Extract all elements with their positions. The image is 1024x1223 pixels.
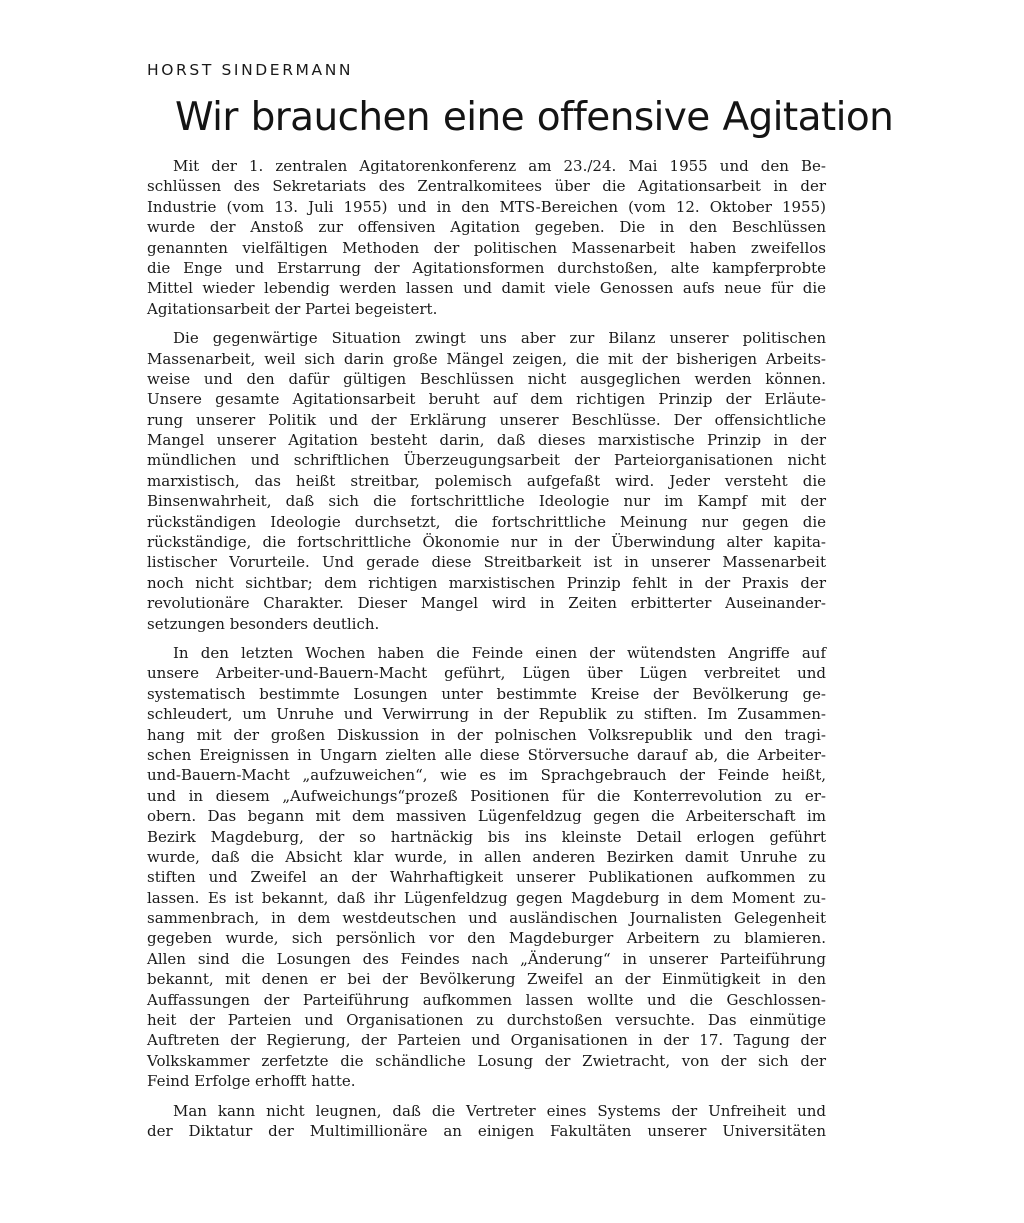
text-line: obern. Das begann mit dem massiven Lügenfeldzug gegen die Arbeiterschaft im — [147, 807, 826, 826]
text-line: mündlichen und schriftlichen Überzeugungsarbeit der Parteiorganisationen nicht — [147, 451, 826, 470]
text-line: gegeben wurde, sich persönlich vor den Magdeburger Arbeitern zu blamieren. — [147, 929, 826, 948]
text-line: marxistisch, das heißt streitbar, polemisch aufgefaßt wird. Jeder versteht die — [147, 471, 826, 490]
text-line: rückständigen Ideologie durchsetzt, die fortschrittliche Meinung nur gegen die — [147, 512, 826, 531]
text-line: rung unserer Politik und der Erklärung unserer Beschlüsse. Der offensichtliche — [147, 410, 826, 429]
text-line: wurde, daß die Absicht klar wurde, in allen anderen Bezirken damit Unruhe zu — [147, 847, 826, 866]
text-line: heit der Parteien und Organisationen zu durchstoßen versuchte. Das einmütige — [147, 1011, 826, 1030]
paragraph — [147, 643, 826, 1092]
text-line: Massenarbeit, weil sich darin große Mängel zeigen, die mit der bisherigen Arbeits- — [147, 349, 826, 368]
text-line: der Diktatur der Multimillionäre an einigen Fakultäten unserer Universitäten — [147, 1121, 826, 1140]
text-line: Bezirk Magdeburg, der so hartnäckig bis ins kleinste Detail erlogen geführt — [147, 827, 826, 846]
paragraph — [147, 156, 826, 319]
text-line: weise und den dafür gültigen Beschlüssen nicht ausgeglichen werden können. — [147, 369, 826, 388]
text-line: Agitationsarbeit der Partei begeistert. — [147, 299, 438, 318]
text-line: Unsere gesamte Agitationsarbeit beruht auf dem richtigen Prinzip der Erläute- — [147, 390, 826, 409]
text-line: Allen sind die Losungen des Feindes nach „Änderung“ in unserer Parteiführung — [147, 949, 826, 968]
text-line: wurde der Anstoß zur offensiven Agitation gegeben. Die in den Beschlüssen — [147, 218, 826, 237]
text-line: und in diesem „Aufweichungs“prozeß Positionen für die Konterrevolution zu er- — [147, 786, 826, 805]
text-line: setzungen besonders deutlich. — [147, 614, 380, 633]
text-line: die Enge und Erstarrung der Agitationsformen durchstoßen, alte kampferprobte — [147, 258, 826, 277]
text-line: Industrie (vom 13. Juli 1955) und in den MTS-Bereichen (vom 12. Oktober 1955) — [147, 197, 826, 216]
text-line: unsere Arbeiter-und-Bauern-Macht geführt, Lügen über Lügen verbreitet und — [147, 664, 826, 683]
text-line: lassen. Es ist bekannt, daß ihr Lügenfeldzug gegen Magdeburg in dem Moment zu- — [147, 888, 826, 907]
text-line: Mit der 1. zentralen Agitatorenkonferenz am 23./24. Mai 1955 und den Be- — [173, 157, 826, 175]
text-line: Mangel unserer Agitation besteht darin, daß dieses marxistische Prinzip in der — [147, 431, 826, 450]
text-line: Binsenwahrheit, daß sich die fortschrittliche Ideologie nur im Kampf mit der — [147, 492, 826, 511]
text-line: rückständige, die fortschrittliche Ökonomie nur in der Überwindung alter kapita- — [147, 533, 826, 552]
text-line: Auffassungen der Parteiführung aufkommen lassen wollte und die Geschlossen- — [147, 990, 826, 1009]
text-line: noch nicht sichtbar; dem richtigen marxistischen Prinzip fehlt in der Praxis der — [147, 573, 826, 592]
text-line: systematisch bestimmte Losungen unter bestimmte Kreise der Bevölkerung ge- — [147, 684, 826, 703]
paragraph — [147, 328, 826, 634]
text-line: Auftreten der Regierung, der Parteien und Organisationen in der 17. Tagung der — [147, 1031, 826, 1050]
article-title: Wir brauchen eine offensive Agitation — [175, 95, 894, 140]
author-name: HORST SINDERMANN — [147, 61, 354, 79]
text-line: revolutionäre Charakter. Dieser Mangel wird in Zeiten erbitterter Auseinander- — [147, 594, 826, 613]
text-line: listischer Vorurteile. Und gerade diese Streitbarkeit ist in unserer Massenarbeit — [147, 553, 826, 572]
text-line: hang mit der großen Diskussion in der polnischen Volksrepublik und den tragi- — [147, 725, 826, 744]
text-line: schleudert, um Unruhe und Verwirrung in der Republik zu stiften. Im Zusammen- — [147, 705, 826, 724]
text-line: schen Ereignissen in Ungarn zielten alle diese Störversuche darauf ab, die Arbeiter- — [147, 745, 826, 764]
text-line: Man kann nicht leugnen, daß die Vertreter eines Systems der Unfreiheit und — [173, 1101, 826, 1120]
text-line: Die gegenwärtige Situation zwingt uns aber zur Bilanz unserer politischen — [173, 329, 826, 348]
text-line: In den letzten Wochen haben die Feinde einen der wütendsten Angriffe auf — [173, 643, 826, 662]
article-body — [147, 156, 826, 1150]
text-line: schlüssen des Sekretariats des Zentralkomitees über die Agitationsarbeit in der — [147, 177, 826, 196]
paragraph — [147, 1101, 826, 1142]
text-line: Volkskammer zerfetzte die schändliche Losung der Zwietracht, von der sich der — [147, 1051, 826, 1070]
text-line: bekannt, mit denen er bei der Bevölkerung Zweifel an der Einmütigkeit in den — [147, 970, 826, 989]
text-line: Mittel wieder lebendig werden lassen und damit viele Genossen aufs neue für die — [147, 279, 826, 298]
text-line: sammenbrach, in dem westdeutschen und ausländischen Journalisten Gelegenheit — [147, 909, 826, 928]
text-line: genannten vielfältigen Methoden der politischen Massenarbeit haben zweifellos — [147, 238, 826, 257]
text-line: und-Bauern-Macht „aufzuweichen“, wie es im Sprachgebrauch der Feinde heißt, — [147, 766, 826, 785]
text-line: stiften und Zweifel an der Wahrhaftigkeit unserer Publikationen aufkommen zu — [147, 868, 826, 887]
text-line: Feind Erfolge erhofft hatte. — [147, 1072, 356, 1091]
